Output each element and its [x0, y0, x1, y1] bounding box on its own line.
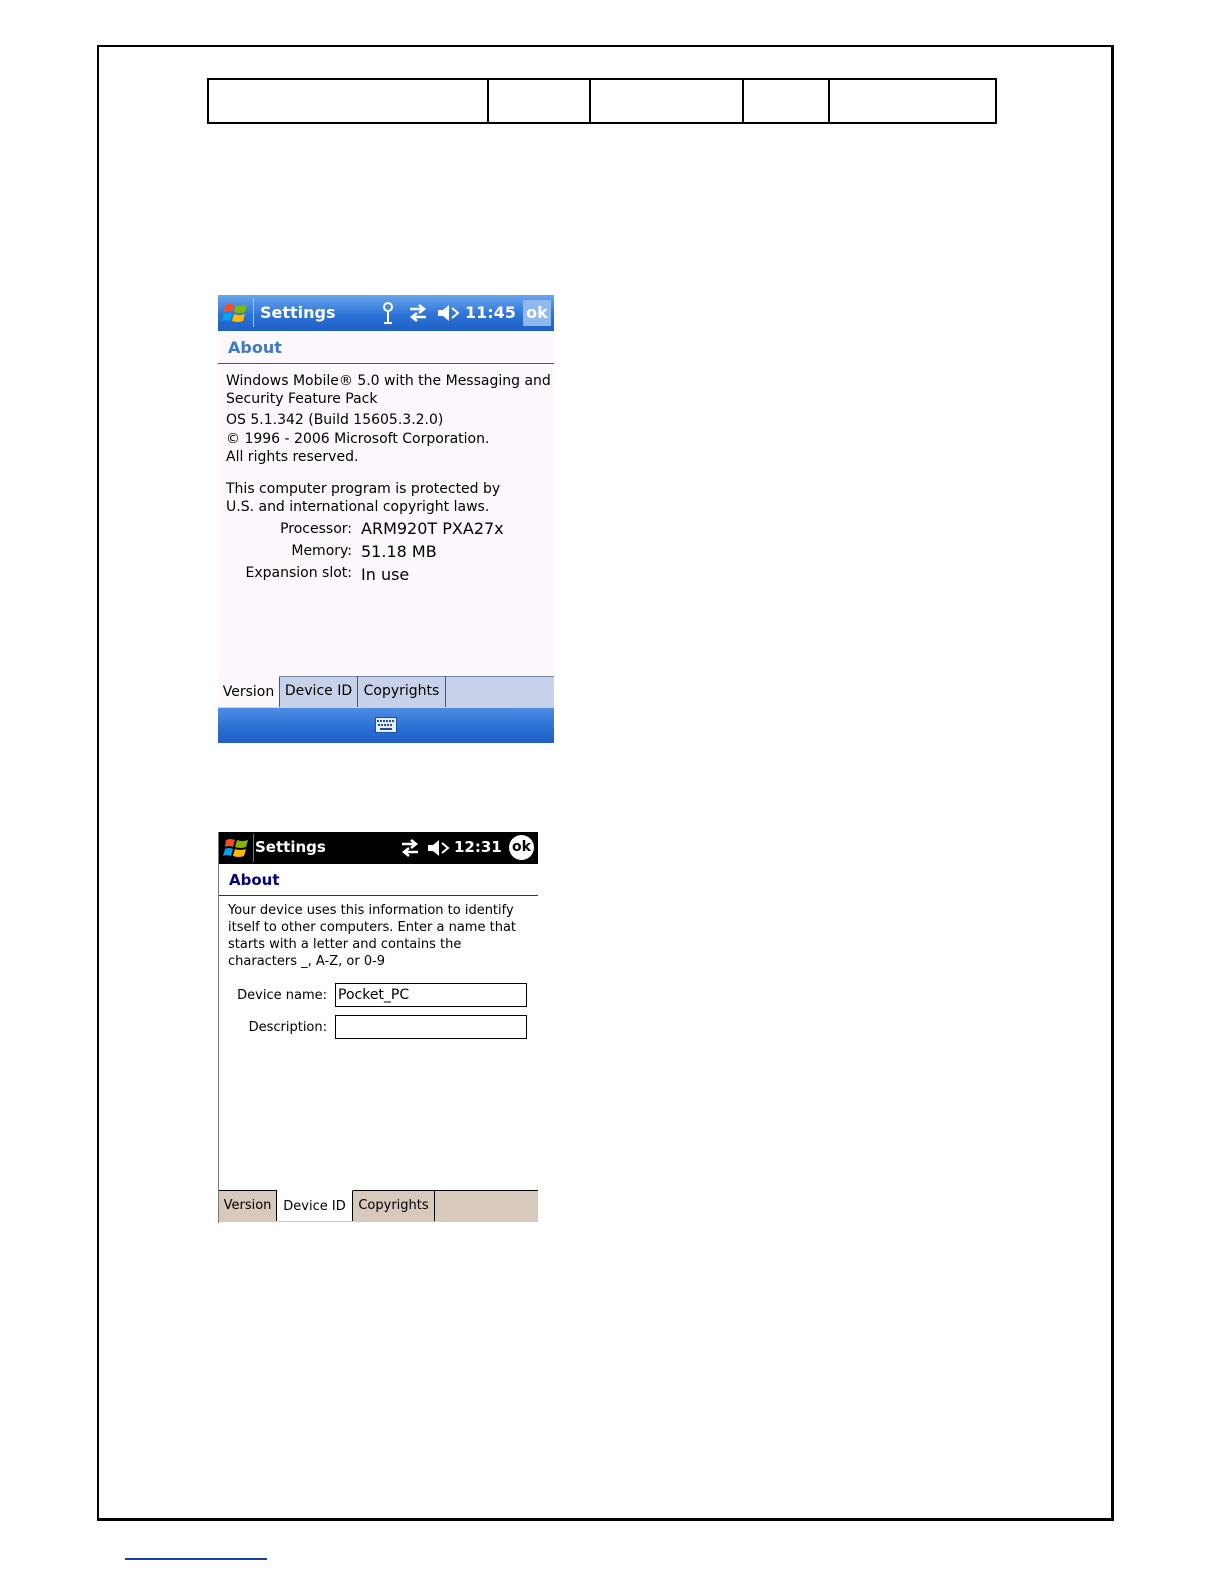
page-header: About [228, 338, 282, 357]
speaker-muted-icon[interactable] [426, 838, 450, 858]
windows-start-icon[interactable] [222, 300, 250, 326]
ok-button[interactable]: ok [523, 300, 551, 326]
device-name-input[interactable] [335, 983, 527, 1007]
tab-version[interactable]: Version [219, 1190, 277, 1221]
page-frame [97, 45, 1114, 1521]
header-divider [218, 363, 554, 364]
clock-time: 12:31 [454, 838, 502, 856]
clock-time: 11:45 [465, 303, 516, 322]
processor-label: Processor: [280, 521, 352, 537]
title-separator [253, 834, 254, 862]
header-cell [829, 79, 996, 123]
header-cell [590, 79, 743, 123]
app-title: Settings [260, 303, 336, 322]
footer-line [125, 1558, 267, 1560]
header-cell [208, 79, 488, 123]
body-line: starts with a letter and contains the [228, 937, 462, 952]
document-header-table [207, 78, 997, 124]
description-label: Description: [248, 1020, 327, 1035]
about-version-screenshot [218, 295, 554, 743]
body-line: All rights reserved. [226, 449, 359, 465]
body-line: Your device uses this information to identify [228, 903, 514, 918]
speaker-muted-icon[interactable] [436, 303, 460, 323]
title-bar [219, 832, 538, 864]
body-line: itself to other computers. Enter a name that [228, 920, 517, 935]
tab-copyrights[interactable]: Copyrights [358, 676, 446, 707]
body-line: Security Feature Pack [226, 391, 378, 407]
antenna-icon[interactable] [381, 301, 395, 325]
instructions-text [228, 902, 516, 970]
tab-bar [219, 1190, 538, 1222]
body-line: This computer program is protected by [226, 481, 501, 497]
body-line: Windows Mobile® 5.0 with the Messaging and [226, 373, 551, 389]
body-line: © 1996 - 2006 Microsoft Corporation. [226, 431, 490, 447]
title-bar [218, 295, 554, 331]
about-device-id-screenshot [218, 832, 538, 1223]
tab-bar [218, 676, 554, 709]
body-line: U.S. and international copyright laws. [226, 499, 490, 515]
memory-value: 51.18 MB [361, 542, 437, 561]
keyboard-icon[interactable] [375, 717, 397, 733]
app-title: Settings [255, 838, 326, 856]
header-cell [743, 79, 829, 123]
windows-start-icon[interactable] [221, 835, 251, 861]
description-input[interactable] [335, 1015, 527, 1039]
body-line: OS 5.1.342 (Build 15605.3.2.0) [226, 412, 444, 428]
tab-copyrights[interactable]: Copyrights [353, 1190, 435, 1221]
title-separator [253, 299, 254, 327]
connectivity-icon[interactable] [399, 838, 421, 858]
tab-device-id[interactable]: Device ID [280, 676, 358, 707]
connectivity-icon[interactable] [407, 303, 429, 323]
page-header: About [229, 871, 280, 889]
processor-value: ARM920T PXA27x [361, 519, 504, 538]
tab-version[interactable]: Version [218, 676, 280, 707]
expansion-slot-value: In use [361, 565, 410, 584]
device-name-label: Device name: [237, 988, 327, 1003]
tab-device-id[interactable]: Device ID [277, 1190, 353, 1221]
header-divider [219, 895, 538, 896]
expansion-slot-label: Expansion slot: [245, 565, 352, 581]
memory-label: Memory: [291, 543, 352, 559]
ok-button[interactable]: ok [509, 835, 534, 860]
header-cell [488, 79, 590, 123]
body-line: characters _, A-Z, or 0-9 [228, 954, 386, 969]
menu-bar [218, 708, 554, 743]
